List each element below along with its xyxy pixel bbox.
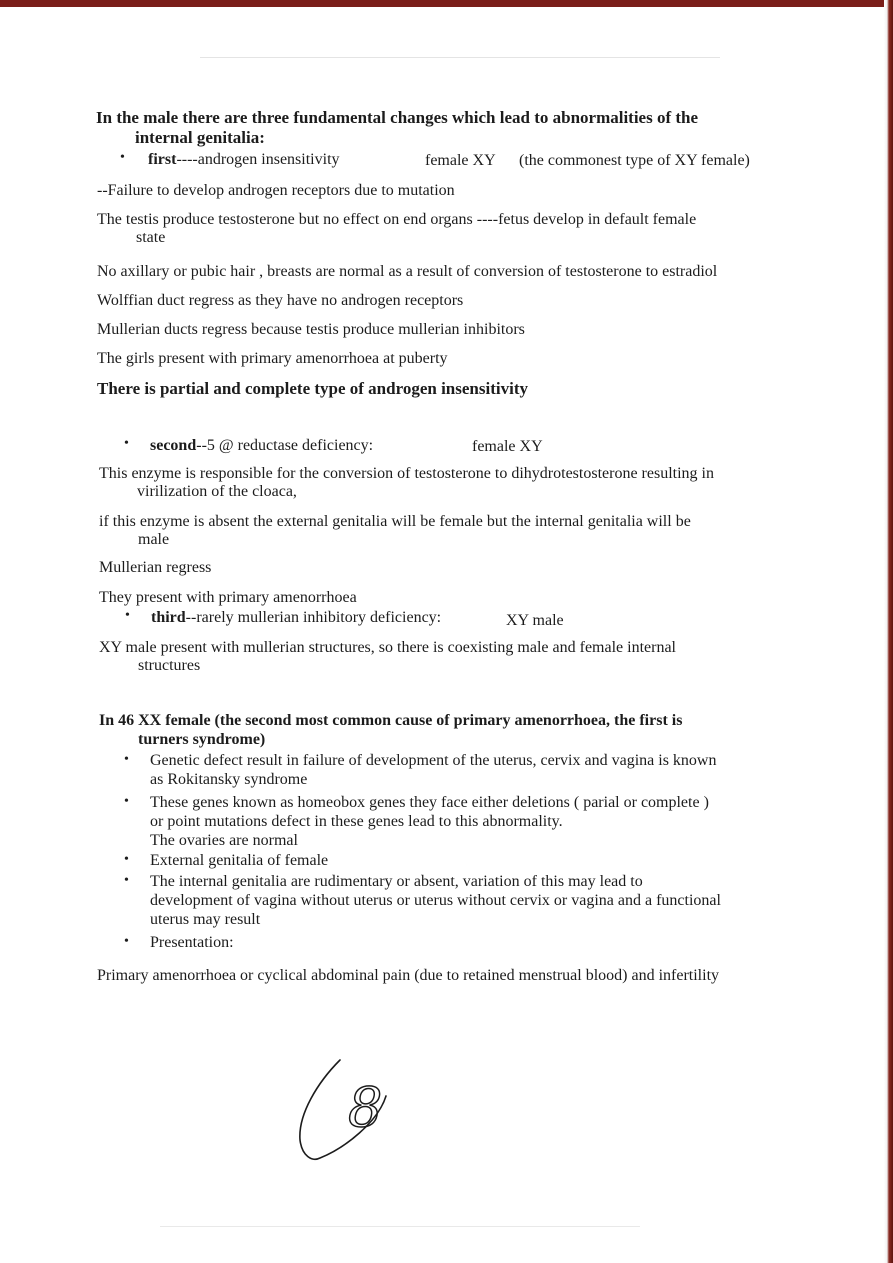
first-line: No axillary or pubic hair , breasts are normal as a result of conversion of testosterone to estradiol bbox=[97, 263, 718, 280]
presentation-text: Primary amenorrhoea or cyclical abdominal pain (due to retained menstrual blood) and infertility bbox=[97, 967, 720, 984]
first-line: The girls present with primary amenorrhoea at puberty bbox=[97, 350, 448, 367]
scan-artifact-line bbox=[200, 57, 720, 58]
third-karyotype: XY male bbox=[506, 612, 564, 629]
bullet-icon: • bbox=[125, 608, 130, 623]
second-line: male bbox=[138, 531, 170, 548]
second-line: They present with primary amenorrhoea bbox=[99, 589, 357, 606]
female-bullet-line: These genes known as homeobox genes they face either deletions ( parial or complete ) bbox=[150, 794, 709, 811]
second-change bbox=[150, 436, 373, 455]
scan-right-border bbox=[884, 0, 893, 1263]
handwritten-page-number bbox=[290, 1052, 400, 1167]
bullet-icon: • bbox=[124, 752, 129, 767]
third-line: structures bbox=[138, 657, 201, 674]
second-line: virilization of the cloaca, bbox=[137, 483, 297, 500]
female-section-heading: In 46 XX female (the second most common cause of primary amenorrhoea, the first is bbox=[99, 712, 683, 729]
first-line: state bbox=[136, 229, 166, 246]
third-line: XY male present with mullerian structures, so there is coexisting male and female internal bbox=[99, 639, 676, 656]
male-section-heading-cont: internal genitalia: bbox=[135, 128, 265, 147]
female-section-heading-cont: turners syndrome) bbox=[138, 731, 266, 748]
female-bullet-line: Presentation: bbox=[150, 934, 234, 951]
female-bullet-line: The internal genitalia are rudimentary or absent, variation of this may lead to bbox=[150, 873, 643, 890]
first-karyotype: female XY bbox=[425, 152, 496, 169]
first-note: (the commonest type of XY female) bbox=[519, 152, 750, 169]
male-section-heading: In the male there are three fundamental changes which lead to abnormalities of the bbox=[96, 108, 699, 127]
third-label: third bbox=[151, 609, 186, 626]
first-line: --Failure to develop androgen receptors due to mutation bbox=[97, 182, 455, 199]
bullet-icon: • bbox=[124, 436, 129, 451]
first-change bbox=[148, 150, 340, 169]
first-text: ----androgen insensitivity bbox=[176, 151, 340, 168]
female-bullet-line: or point mutations defect in these genes lead to this abnormality. bbox=[150, 813, 563, 830]
third-text: --rarely mullerian inhibitory deficiency: bbox=[185, 609, 442, 626]
third-change bbox=[151, 608, 441, 627]
first-line: The testis produce testosterone but no effect on end organs ----fetus develop in default female bbox=[97, 211, 697, 228]
second-line: if this enzyme is absent the external genitalia will be female but the internal genitalia will be bbox=[99, 513, 691, 530]
first-line: Wolffian duct regress as they have no androgen receptors bbox=[97, 292, 464, 309]
female-bullet-line: External genitalia of female bbox=[150, 852, 329, 869]
bullet-icon: • bbox=[124, 934, 129, 949]
female-bullet-line: uterus may result bbox=[150, 911, 261, 928]
first-label: first bbox=[148, 151, 177, 168]
bullet-icon: • bbox=[124, 873, 129, 888]
female-bullet-line: as Rokitansky syndrome bbox=[150, 771, 308, 788]
second-text: --5 @ reductase deficiency: bbox=[196, 437, 374, 454]
first-line: Mullerian ducts regress because testis produce mullerian inhibitors bbox=[97, 321, 525, 338]
female-bullet-line: Genetic defect result in failure of development of the uterus, cervix and vagina is known bbox=[150, 752, 717, 769]
second-karyotype: female XY bbox=[472, 438, 543, 455]
second-line: Mullerian regress bbox=[99, 559, 212, 576]
partial-complete-note: There is partial and complete type of androgen insensitivity bbox=[97, 379, 528, 398]
page-number-text: 8 bbox=[348, 1076, 383, 1139]
bullet-icon: • bbox=[120, 150, 125, 165]
bullet-icon: • bbox=[124, 794, 129, 809]
female-bullet-line: The ovaries are normal bbox=[150, 832, 298, 849]
female-bullet-line: development of vagina without uterus or uterus without cervix or vagina and a functional bbox=[150, 892, 721, 909]
scan-artifact-line bbox=[160, 1226, 640, 1227]
second-line: This enzyme is responsible for the conversion of testosterone to dihydrotestosterone resulting in bbox=[99, 465, 714, 482]
bullet-icon: • bbox=[124, 852, 129, 867]
second-label: second bbox=[150, 437, 197, 454]
